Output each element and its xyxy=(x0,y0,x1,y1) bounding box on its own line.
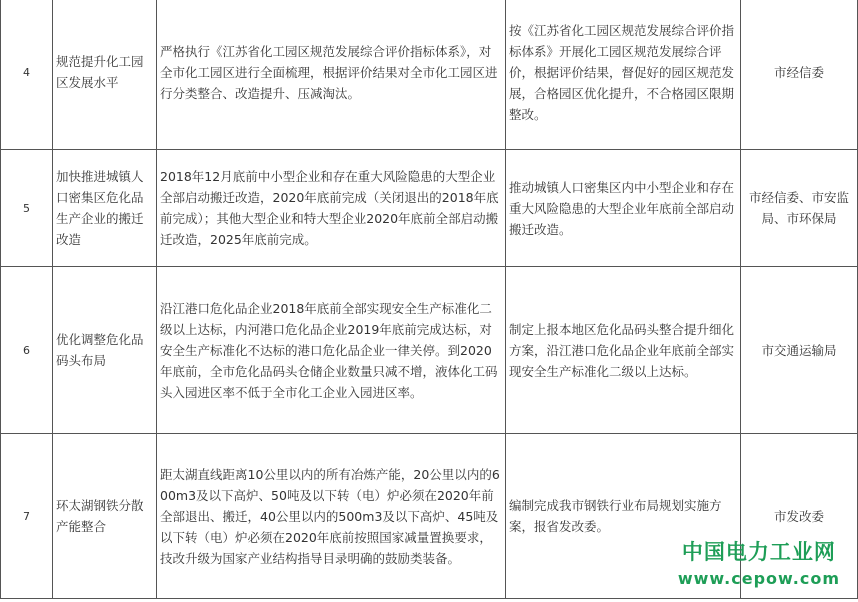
target-2018-cell: 制定上报本地区危化品码头整合提升细化方案，沿江港口危化品企业年底前全部实现安全生产标准化二级以上达标。 xyxy=(506,267,741,434)
responsible-dept: 市发改委 xyxy=(741,434,858,599)
responsible-dept: 市经信委、市安监局、市环保局 xyxy=(741,150,858,267)
watermark-url: www.cepow.com xyxy=(677,569,840,588)
table-row xyxy=(1,267,858,434)
task-name: 环太湖钢铁分散产能整合 xyxy=(53,434,157,599)
target-2018-cell: 推动城镇人口密集区内中小型企业和存在重大风险隐患的大型企业年底前全部启动搬迁改造。 xyxy=(506,150,741,267)
goal-cell: 2018年12月底前中小型企业和存在重大风险隐患的大型企业全部启动搬迁改造，2020年底前完成（关闭退出的2018年底前完成）；其他大型企业和特大型企业2020年底前全部启动搬迁改造，2025年底前完成。 xyxy=(157,150,506,267)
target-2018-cell: 按《江苏省化工园区规范发展综合评价指标体系》开展化工园区规范发展综合评价，根据评价结果，督促好的园区规范发展，合格园区优化提升，不合格园区限期整改。 xyxy=(506,0,741,150)
task-name: 加快推进城镇人口密集区危化品生产企业的搬迁改造 xyxy=(53,150,157,267)
task-name: 规范提升化工园区发展水平 xyxy=(53,0,157,150)
responsible-dept: 市经信委 xyxy=(741,0,858,150)
watermark-title: 中国电力工业网 xyxy=(681,540,836,564)
row-number: 7 xyxy=(1,434,53,599)
goal-cell: 沿江港口危化品企业2018年底前全部实现安全生产标准化二级以上达标，内河港口危化品企业2019年底前完成达标，对安全生产标准化不达标的港口危化品企业一律关停。到2020年底前，全市危化品码头仓储企业数量只减不增，液体化工码头入园进区率不低于全市化工企业入园进区率。 xyxy=(157,267,506,434)
goal-cell: 距太湖直线距离10公里以内的所有冶炼产能，20公里以内的600m3及以下高炉、50吨及以下转（电）炉必须在2020年前全部退出、搬迁，40公里以内的500m3及以下高炉、45吨及以下转（电）炉必须在2020年底前按照国家减量置换要求，技改升级为国家产业结构指导目录明确的鼓励类装备。 xyxy=(157,434,506,599)
goal-cell: 严格执行《江苏省化工园区规范发展综合评价指标体系》，对全市化工园区进行全面梳理，根据评价结果对全市化工园区进行分类整合、改造提升、压减淘汰。 xyxy=(157,0,506,150)
row-number: 4 xyxy=(1,0,53,150)
site-watermark xyxy=(678,536,840,588)
row-number: 6 xyxy=(1,267,53,434)
table-row xyxy=(1,150,858,267)
row-number: 5 xyxy=(1,150,53,267)
table-row xyxy=(1,0,858,150)
responsible-dept: 市交通运输局 xyxy=(741,267,858,434)
target-2018-cell: 编制完成我市钢铁行业布局规划实施方案，报省发改委。 xyxy=(506,434,741,599)
task-name: 优化调整危化品码头布局 xyxy=(53,267,157,434)
